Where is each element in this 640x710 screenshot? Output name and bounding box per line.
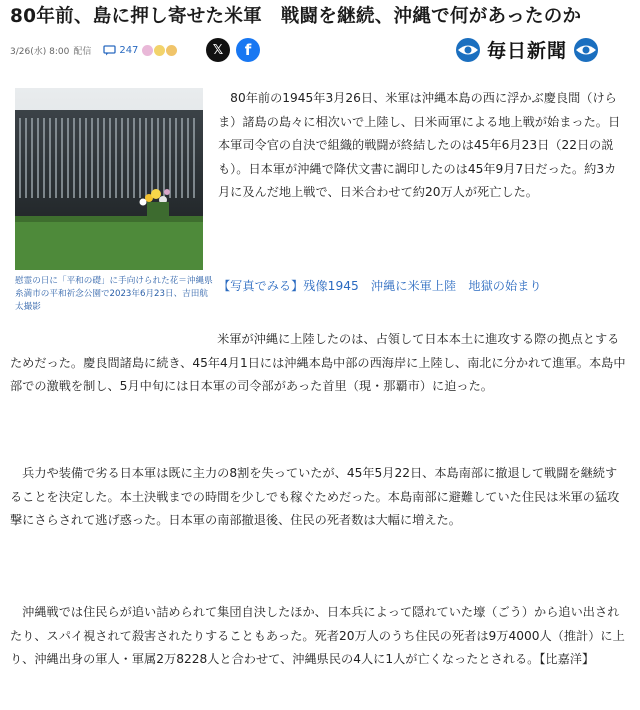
facebook-logo-icon: f	[244, 41, 252, 59]
share-x-button[interactable]	[206, 38, 230, 62]
reaction-face-icon	[142, 45, 153, 56]
publisher-logo[interactable]	[455, 36, 599, 63]
reaction-icons[interactable]	[142, 45, 178, 56]
article-headline: 80年前、島に押し寄せた米軍 戦闘を継続、沖縄で何があったのか	[10, 6, 582, 27]
x-logo-icon: 𝕏	[212, 42, 224, 58]
publisher-logo-text: 毎日新聞	[487, 40, 568, 62]
comment-count-link[interactable]	[103, 45, 138, 56]
mainichi-emblem-icon	[573, 37, 599, 63]
related-photo-link[interactable]: 【写真でみる】残像1945 沖縄に米軍上陸 地獄の始まり	[218, 279, 542, 293]
source-label: 配信	[73, 46, 92, 57]
mainichi-emblem-icon	[455, 37, 481, 63]
comment-icon	[103, 45, 116, 56]
article-photo[interactable]	[15, 88, 203, 270]
article-paragraph-2: 米軍が沖縄に上陸したのは、占領して日本本土に進攻する際の拠点とするためだった。慶良間諸島に続き、45年4月1日には沖縄本島中部の西海岸に上陸し、南北に分かれて進軍。本島中部での激戦を制し、5月中旬には日本軍の司令部があった首里（現・那覇市）に迫った。	[10, 332, 626, 394]
comment-count: 247	[119, 44, 139, 56]
photo-caption: 慰霊の日に「平和の礎」に手向けられた花＝沖縄県糸満市の平和祈念公園で2023年6月23日、吉田航太撮影	[15, 276, 213, 312]
reaction-face-icon	[166, 45, 177, 56]
article-meta	[10, 40, 178, 60]
publish-date: 3/26(水) 8:00	[10, 46, 70, 57]
share-facebook-button[interactable]	[236, 38, 260, 62]
article-paragraph-1: 80年前の1945年3月26日、米軍は沖縄本島の西に浮かぶ慶良間（けらま）諸島の島々に相次いで上陸し、日米両軍による地上戦が始まった。日本軍司令官の自決で組織的戦闘が終結したのは45年6月23日（22日の説も）。日本軍が沖縄で降伏文書に調印したのは45年9月7日だった。約3カ月に及んだ地上戦で、日米合わせて約20万人が死亡した。	[218, 91, 621, 200]
article-paragraph-3: 兵力や装備で劣る日本軍は既に主力の8割を失っていたが、45年5月22日、本島南部に撤退して戦闘を継続することを決定した。本土決戦までの時間を少しでも稼ぐためだった。本島南部に避難していた住民は米軍の猛攻撃にさらされて逃げ惑った。日本軍の南部撤退後、住民の死者数は大幅に増えた。	[10, 466, 620, 528]
article-paragraph-4: 沖縄戦では住民らが追い詰められて集団自決したほか、日本兵によって隠れていた壕（ごう）から追い出されたり、スパイ視されて殺害されたりすることもあった。死者20万人のうち住民の死者は9万4000人（推計）に上り、沖縄出身の軍人・軍属2万8228人と合わせて、沖縄県民の4人に1人が亡くなったとされる。【比嘉洋】	[10, 605, 625, 667]
memorial-photo	[15, 88, 203, 270]
reaction-face-icon	[154, 45, 165, 56]
